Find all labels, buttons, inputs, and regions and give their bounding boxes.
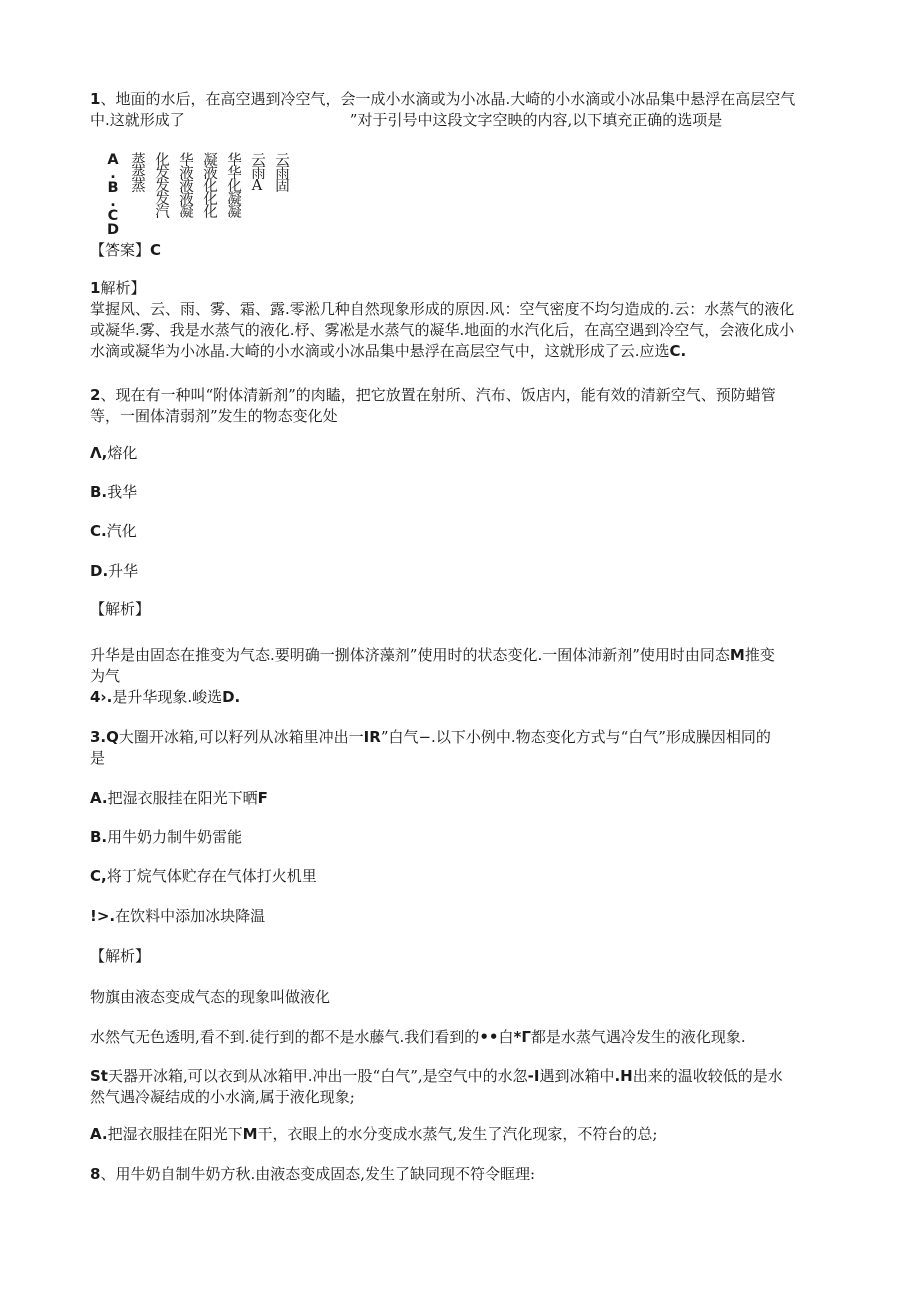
question-3-analysis-p5: 8、用牛奶自制牛奶方秋.由液态变成固态,发生了缺同现不符令眶理: xyxy=(90,1165,536,1183)
question-1-answer: 【答案】C xyxy=(90,241,162,259)
question-1-line-1: 1、地面的水后，在高空遇到冷空气，会一成小水滴或为小冰晶.大崎的小水滴或小冰品集中悬浮在高层空气 xyxy=(90,90,796,108)
options-column-7: 云雨固 xyxy=(273,152,289,191)
question-2-option-c: C.汽化 xyxy=(90,522,137,540)
question-3-option-b: B.用牛奶力制牛奶雷能 xyxy=(90,828,243,846)
options-letters-column: A.B.CD. xyxy=(105,152,121,250)
analysis-heading: 1解析】 xyxy=(90,279,146,297)
question-2-analysis-heading: 【解析】 xyxy=(90,600,151,618)
question-2-line-2: 等，一囿体清弱剂”发生的物态变化处 xyxy=(90,407,338,425)
question-1-line-2: 中.这就形成了 ”对于引号中这段文字空映的内容,以下填充正确的选项是 xyxy=(90,111,723,129)
question-3-option-c: C,将丁烷气体贮存在气体打火机里 xyxy=(90,867,317,885)
question-3-option-d: !>.在饮料中添加冰块降温 xyxy=(90,907,266,925)
options-column-2: 化发发发汽 xyxy=(153,152,169,217)
question-1-options-table xyxy=(103,152,291,250)
answer-value: C xyxy=(150,241,162,259)
options-column-6: 云雨A xyxy=(249,152,265,193)
question-3-line-2: 是 xyxy=(90,749,106,767)
options-column-1: 蒸蒸蒸 xyxy=(129,152,145,191)
options-column-3: 华液液液凝 xyxy=(177,152,193,217)
question-3-analysis-p4: A.把湿衣服挂在阳光下M干，衣眼上的水分变成水蒸气,发生了汽化现家，不符台的总; xyxy=(90,1125,658,1143)
question-3-analysis-p2: 水然气无色透明,看不到.徒行到的都不是水藤气.我们看到的••白*Γ都是水蒸气遇冷发生的液化现象. xyxy=(90,1028,746,1046)
question-1 xyxy=(90,89,830,131)
question-3-analysis-p1: 物旗由液态变成气态的现象叫做液化 xyxy=(90,988,331,1006)
question-3-line-1: 3.Q大圈开冰箱,可以籽列从冰箱里冲出一IR”白气−.以下小例中.物态变化方式与“白气”形成臊因相同的 xyxy=(90,728,771,746)
options-column-5: 华华化凝凝 xyxy=(225,152,241,217)
question-1-analysis: 1解析】 掌握风、云、雨、雾、霜、露.零淞几种自然现象形成的原因.风：空气密度不均匀造成的.云：水蒸气的液化 或凝华.雾、我是水蒸气的液化.杼、雾凇是水蒸气的凝华.地面的水汽化后，在高空遇到冷空气，会液化成小 水滴或凝华为小冰晶.大崎的小水滴或小冰品集中悬浮在高层空气中，这就形成了云.应选C. xyxy=(90,278,830,362)
question-2-option-d: D.升华 xyxy=(90,562,139,580)
question-2-line-1: 2、现在有一种叫“附体清新剂”的肉瞌，把它放置在射所、汽布、饭店内，能有效的清新空气、预防蜡管 xyxy=(90,386,776,404)
question-3 xyxy=(90,727,830,769)
question-2-analysis: 升华是由固态在推变为气态.要明确一捌体济藻剂”使用时的状态变化.一囿体沛新剂”使用时由同态M推变 为气 4›.是升华现象.峻选D. xyxy=(90,646,775,706)
options-column-4: 凝液化化化 xyxy=(201,152,217,217)
question-2-option-a: Λ,熔化 xyxy=(90,444,138,462)
question-2-option-b: B.我华 xyxy=(90,483,138,501)
question-3-analysis-heading: 【解析】 xyxy=(90,947,151,965)
question-2 xyxy=(90,385,830,427)
question-3-option-a: A.把湿衣服挂在阳光下晒F xyxy=(90,789,268,807)
question-3-analysis-p3: St天器开冰箱,可以衣到从冰箱甲.冲出一股“白气”,是空气中的水忽-I遇到冰箱中.H出来的温收较低的是水 然气遇冷凝结成的小水滴,属于液化现象; xyxy=(90,1067,783,1106)
